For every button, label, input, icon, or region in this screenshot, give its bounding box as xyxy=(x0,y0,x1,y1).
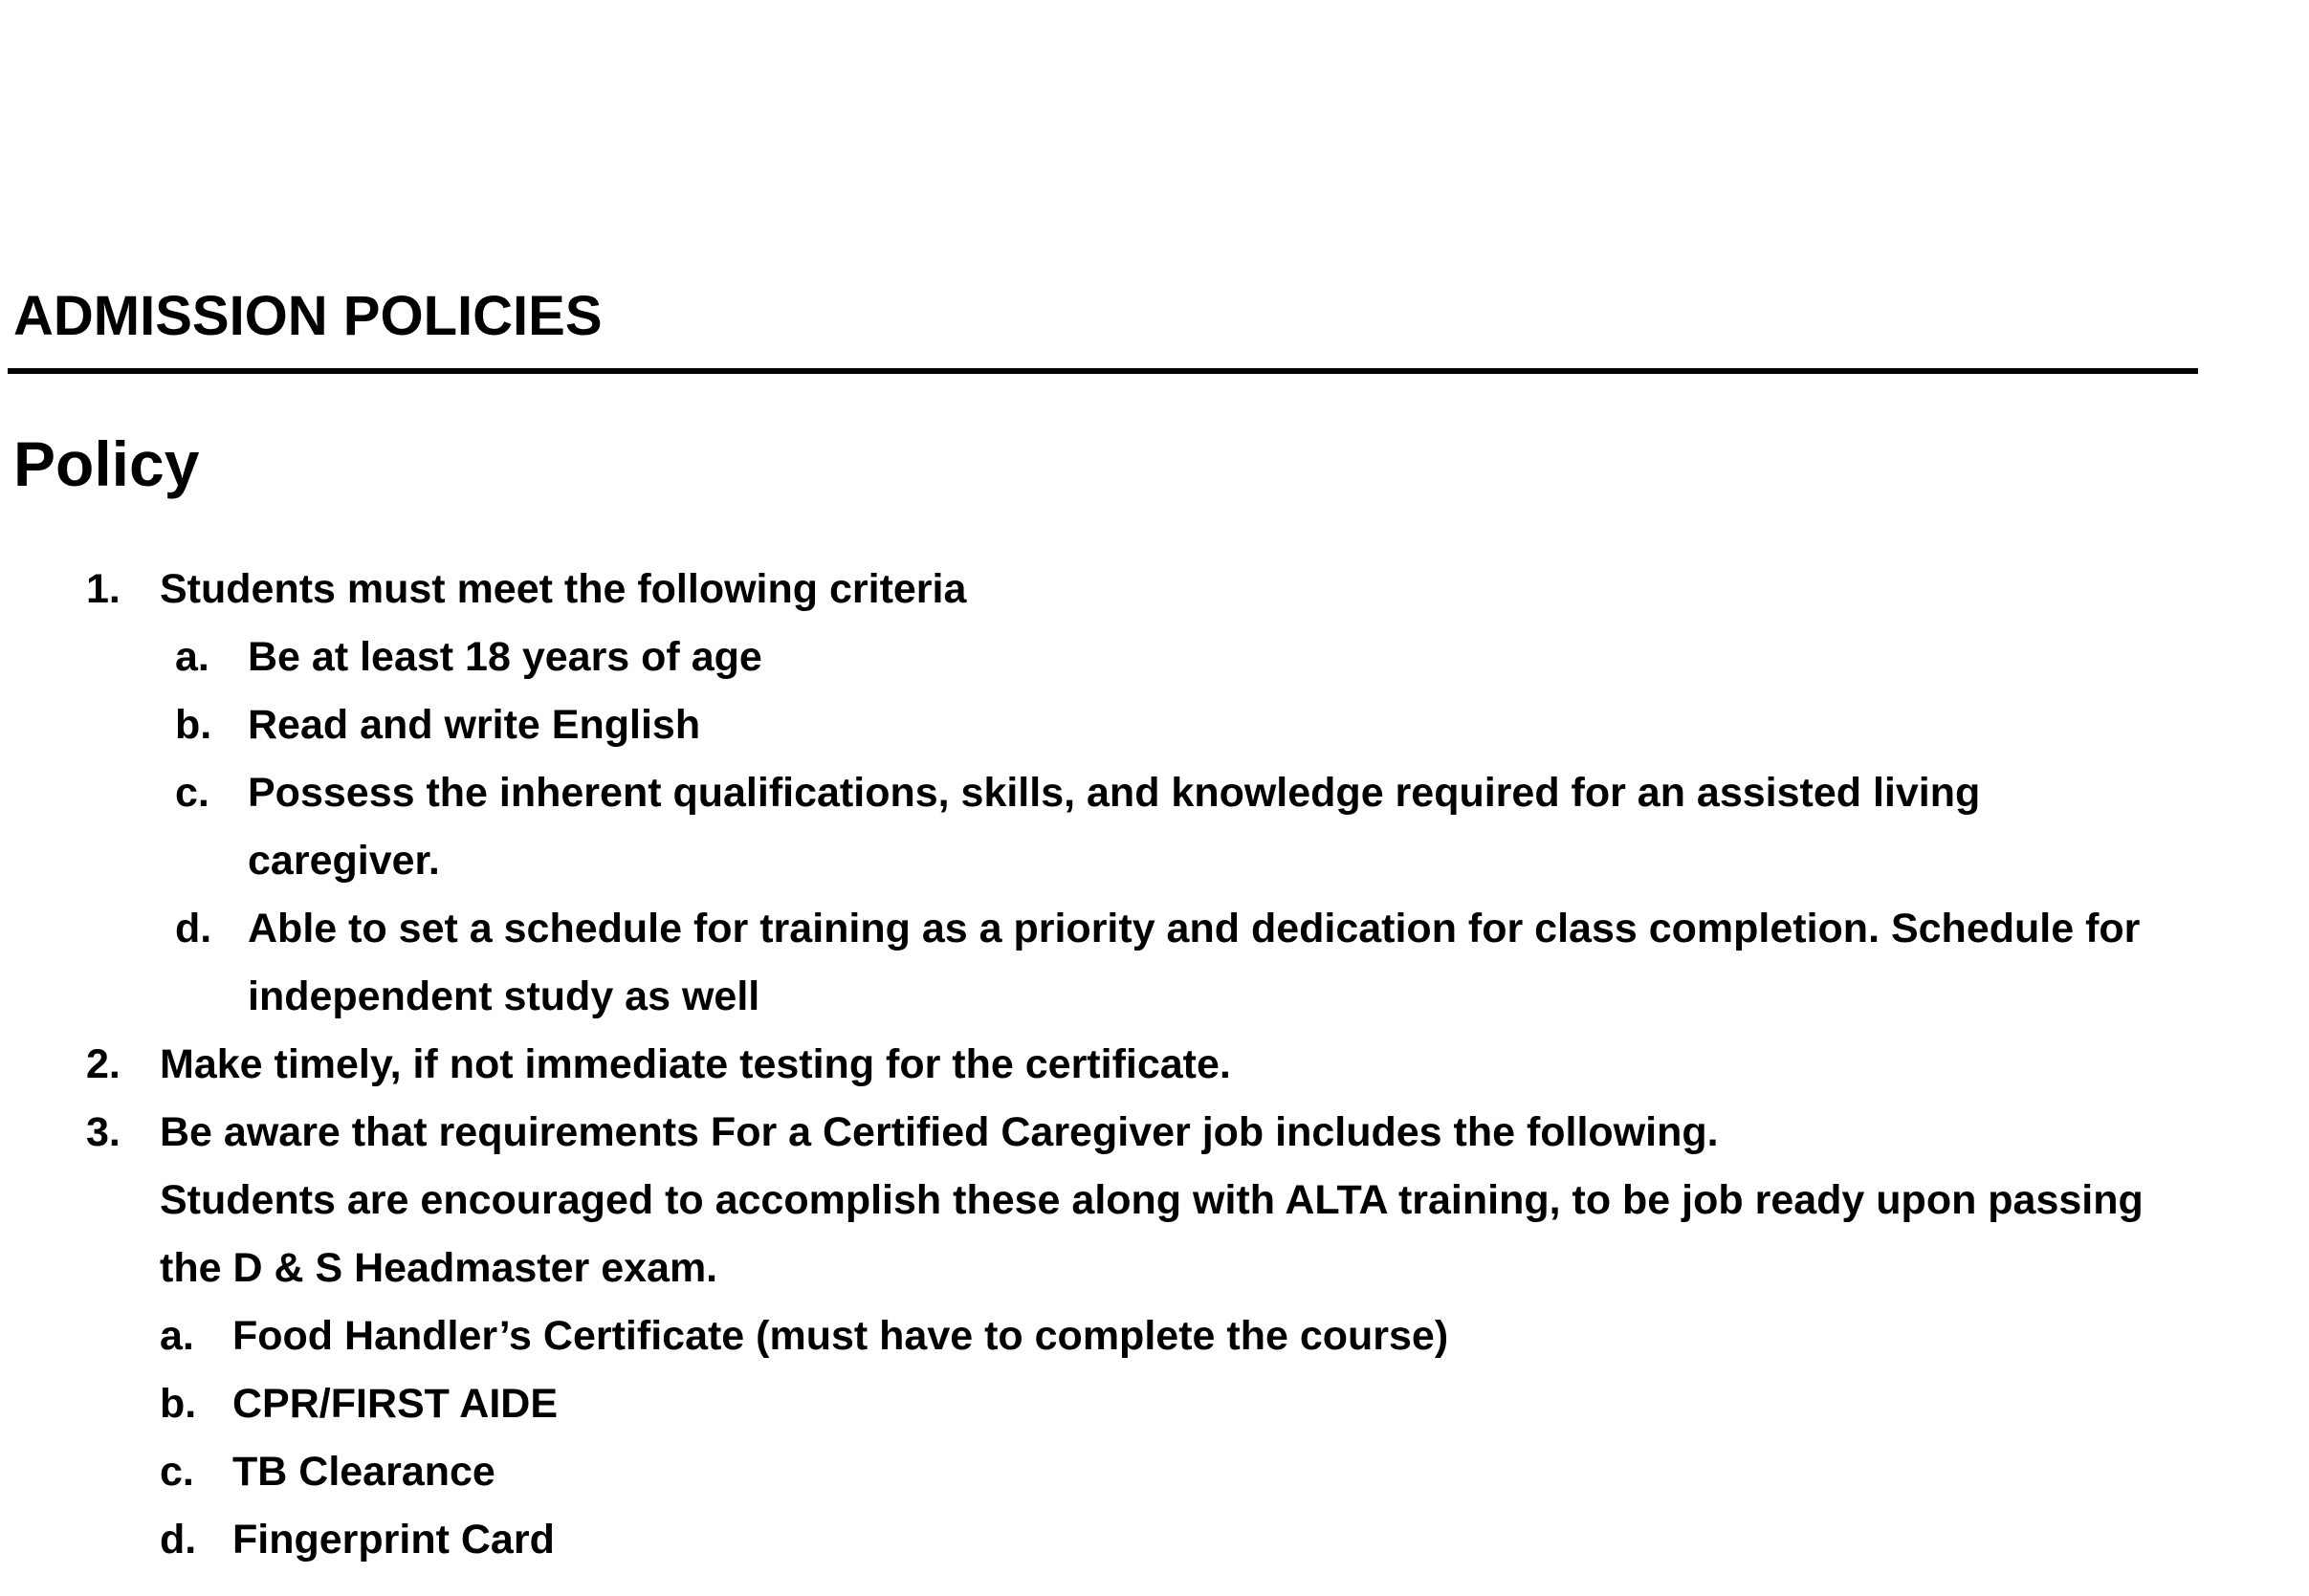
list-item-text: Be aware that requirements For a Certified Caregiver job includes the following. xyxy=(160,1109,1719,1155)
list-marker: 3. xyxy=(86,1109,121,1155)
sublist-item-text: Possess the inherent qualifications, skills, and knowledge required for an assisted living xyxy=(248,770,1981,816)
policy-heading: Policy xyxy=(13,428,200,499)
sublist-marker: c. xyxy=(175,770,209,816)
sublist-item-text: CPR/FIRST AIDE xyxy=(232,1381,559,1427)
list-item-text: Make timely, if not immediate testing for the certificate. xyxy=(160,1041,1231,1087)
list-item-text: Students must meet the following criteria xyxy=(160,566,967,612)
section-title: ADMISSION POLICIES xyxy=(13,285,603,347)
sublist-marker: d. xyxy=(160,1517,197,1563)
list-marker: 1. xyxy=(86,566,121,612)
sublist-item-text: caregiver. xyxy=(248,838,440,884)
horizontal-rule xyxy=(8,368,2198,374)
list-item-note: the D & S Headmaster exam. xyxy=(160,1245,718,1291)
list-marker: 2. xyxy=(86,1041,121,1087)
list-item-note: Students are encouraged to accomplish these along with ALTA training, to be job ready upon passing xyxy=(160,1177,2144,1223)
sublist-item-text: TB Clearance xyxy=(232,1449,495,1495)
sublist-item-text: Read and write English xyxy=(248,702,701,748)
sublist-item-text: Food Handler’s Certificate (must have to complete the course) xyxy=(232,1313,1449,1359)
sublist-marker: a. xyxy=(175,634,209,680)
sublist-item-text: Able to set a schedule for training as a priority and dedication for class completion. Schedule for xyxy=(248,906,2141,951)
sublist-marker: d. xyxy=(175,906,212,951)
sublist-item-text: independent study as well xyxy=(248,973,760,1019)
sublist-marker: c. xyxy=(160,1449,194,1495)
sublist-marker: a. xyxy=(160,1313,194,1359)
sublist-item-text: Be at least 18 years of age xyxy=(248,634,762,680)
sublist-marker: b. xyxy=(160,1381,197,1427)
sublist-item-text: Fingerprint Card xyxy=(232,1517,555,1563)
sublist-marker: b. xyxy=(175,702,212,748)
